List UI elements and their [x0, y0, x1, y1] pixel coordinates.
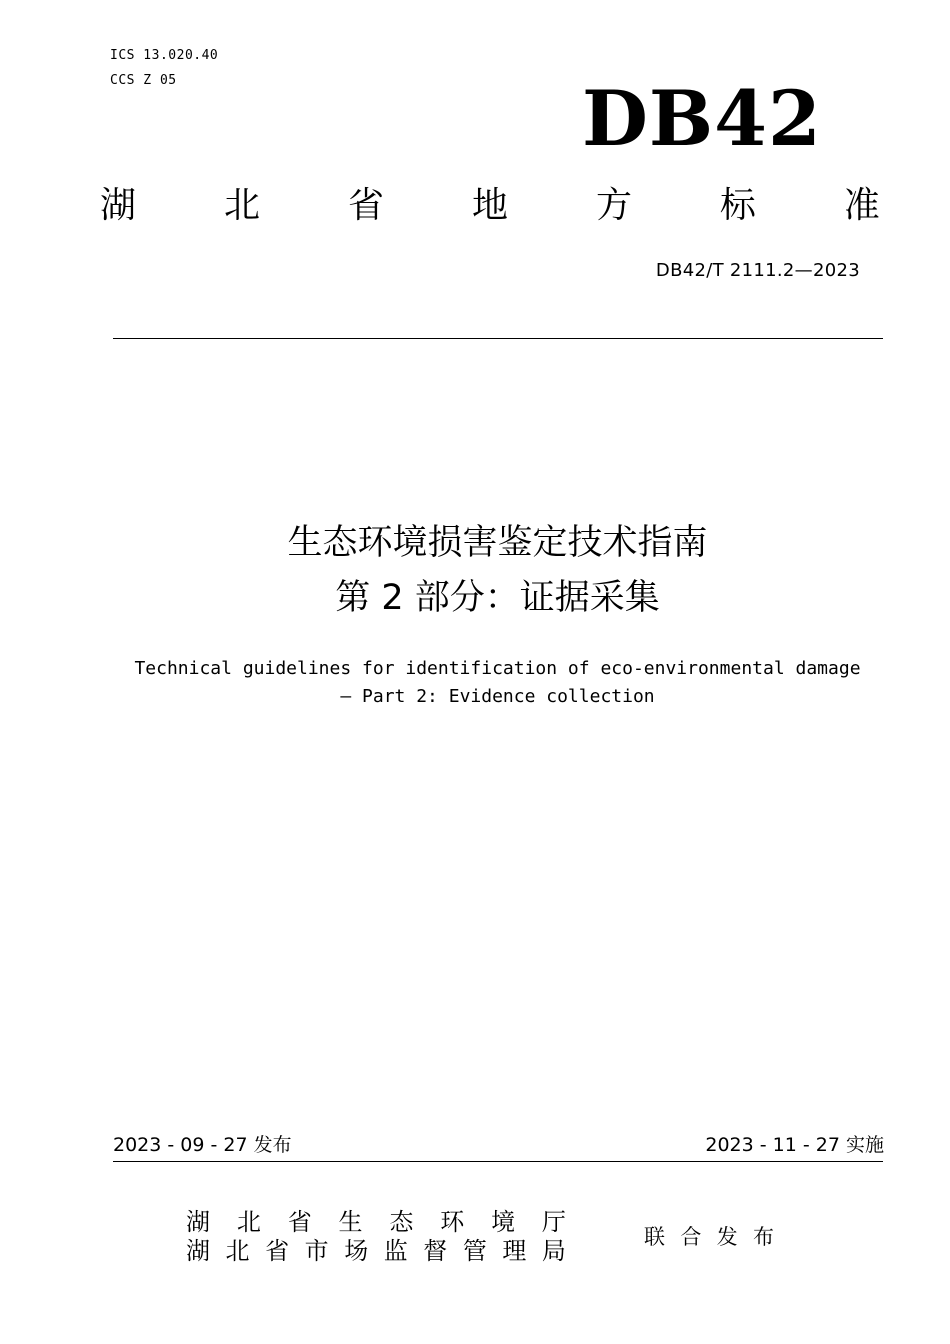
- standard-type-char: 省: [347, 185, 384, 226]
- title-english-part: — Part 2: Evidence collection: [340, 686, 655, 707]
- issuer-char: 环: [440, 1208, 465, 1236]
- issuer-char: 局: [541, 1237, 566, 1265]
- title-chinese-part: 第 2 部分：证据采集: [335, 578, 660, 618]
- issue-date: 2023 - 09 - 27 发布: [113, 1134, 292, 1156]
- standard-type-char: 北: [223, 185, 260, 226]
- footer-divider: [113, 1161, 883, 1162]
- issuer-char: 场: [344, 1237, 369, 1265]
- issuer-char: 督: [423, 1237, 448, 1265]
- joint-issue-char: 发: [716, 1225, 738, 1249]
- standard-type-char: 准: [843, 185, 880, 226]
- implementation-date: 2023 - 11 - 27 实施: [705, 1134, 884, 1156]
- issuer-char: 监: [383, 1237, 408, 1265]
- joint-issue-char: 联: [644, 1225, 665, 1249]
- issuer-char: 北: [236, 1208, 261, 1236]
- standard-type-char: 湖: [100, 185, 137, 226]
- standard-type-char: 标: [719, 185, 756, 226]
- issuer-char: 市: [304, 1237, 329, 1265]
- issuer-char: 态: [389, 1208, 414, 1236]
- issuer-market-supervision-bureau: [186, 1236, 566, 1266]
- issuer-char: 生: [338, 1208, 363, 1236]
- joint-issue-char: 布: [752, 1225, 774, 1249]
- standard-number: DB42/T 2111.2—2023: [655, 260, 860, 281]
- standard-type-heading: [100, 180, 880, 232]
- ccs-code: CCS Z 05: [110, 73, 177, 88]
- issuer-ecology-department: [186, 1207, 566, 1237]
- issuer-char: 省: [265, 1237, 290, 1265]
- issuer-char: 省: [287, 1208, 312, 1236]
- joint-issue-char: 合: [680, 1225, 702, 1249]
- issuer-char: 北: [225, 1237, 250, 1265]
- standard-type-char: 方: [595, 185, 632, 226]
- title-chinese-main: 生态环境损害鉴定技术指南: [287, 523, 708, 563]
- joint-issue-label: [644, 1222, 774, 1252]
- standard-type-char: 地: [471, 185, 508, 226]
- issuer-char: 境: [491, 1208, 516, 1236]
- header-divider: [113, 338, 883, 339]
- db42-logo: DB42: [582, 74, 822, 163]
- issuer-char: 理: [502, 1237, 527, 1265]
- issuer-char: 湖: [186, 1237, 210, 1265]
- ics-code: ICS 13.020.40: [110, 48, 219, 63]
- title-english-main: Technical guidelines for identification of eco-environmental damage: [134, 658, 861, 679]
- issuer-char: 湖: [186, 1208, 210, 1236]
- issuer-char: 厅: [541, 1208, 566, 1236]
- issuer-char: 管: [462, 1237, 487, 1265]
